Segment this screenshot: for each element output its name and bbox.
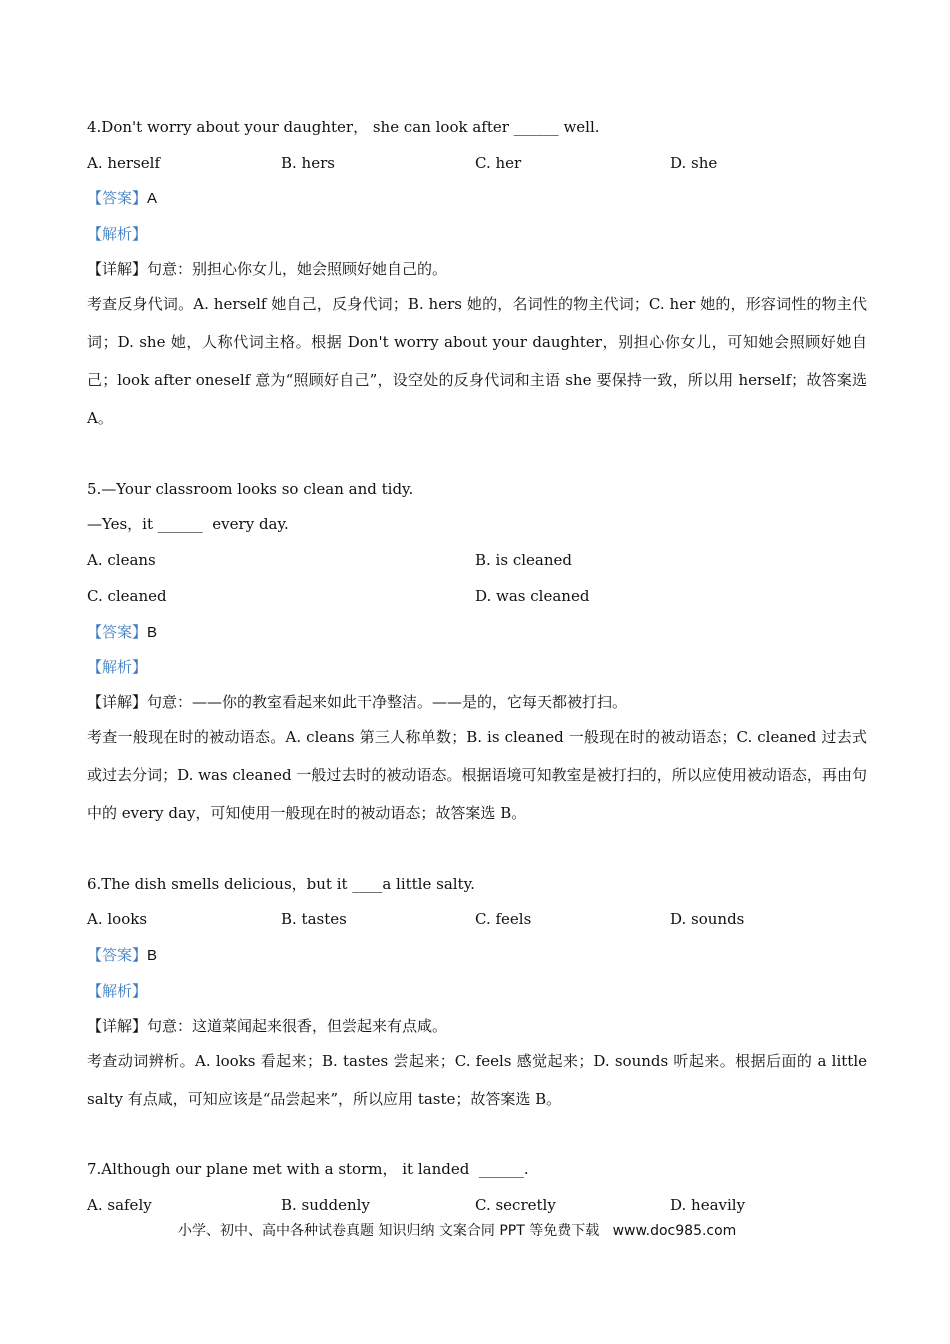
question-4-answer [87, 188, 157, 209]
answer-tag: 【答案】 [87, 946, 148, 964]
question-7-option-b: B. suddenly [281, 1196, 370, 1214]
answer-value: B [147, 947, 158, 964]
question-6-detail: 【详解】句意：这道菜闻起来很香，但尝起来有点咸。 [87, 1017, 448, 1035]
question-7-option-a: A. safely [87, 1196, 152, 1214]
question-5-detail: 【详解】句意：——你的教室看起来如此干净整洁。——是的，它每天都被打扫。 [87, 693, 628, 711]
question-6-option-a: A. looks [87, 910, 148, 928]
question-4-explanation: 考查反身代词。A. herself 她自己，反身代词；B. hers 她的，名词性的物主代词；C. her 她的，形容词性的物主代词；D. she 她，人称代词主格。根据 Don't worry about your daughter，别担心你女儿，可知她会照顾好她自己；look after oneself 意为“照顾好自己”，设空处的反身代词和主语 she 要保持一致，所以用 herself；故答案选 A。 [87, 295, 867, 427]
question-6-option-c: C. feels [475, 910, 532, 928]
question-6-stem: 6.The dish smells delicious，but it ____a little salty. [87, 875, 475, 893]
question-5-option-a: A. cleans [87, 551, 156, 569]
question-6-answer [87, 945, 157, 966]
answer-tag: 【答案】 [87, 623, 148, 641]
question-4-option-a: A. herself [87, 154, 161, 172]
question-4-option-d: D. she [670, 154, 718, 172]
question-6-explanation: 考查动词辨析。A. looks 看起来；B. tastes 尝起来；C. feels 感觉起来；D. sounds 听起来。根据后面的 a little salty 有点咸，可知应该是“品尝起来”，所以应用 taste；故答案选 B。 [87, 1052, 867, 1108]
question-4-stem: 4.Don't worry about your daughter， she can look after ______ well. [87, 118, 600, 136]
question-6-option-d: D. sounds [670, 910, 745, 928]
answer-value: A [147, 190, 158, 207]
question-5-option-b: B. is cleaned [475, 551, 572, 569]
question-7-option-d: D. heavily [670, 1196, 746, 1214]
page-footer: 小学、初中、高中各种试卷真题 知识归纳 文案合同 PPT 等免费下载 www.doc985.com [178, 1223, 737, 1239]
question-5-option-d: D. was cleaned [475, 587, 590, 605]
question-5-option-c: C. cleaned [87, 587, 167, 605]
question-5-stem-reply: —Yes，it ______ every day. [87, 515, 289, 533]
answer-tag: 【答案】 [87, 189, 148, 207]
answer-value: B [147, 624, 158, 641]
question-5-analysis-tag: 【解析】 [87, 658, 148, 676]
question-5-explanation: 考查一般现在时的被动语态。A. cleans 第三人称单数；B. is cleaned 一般现在时的被动语态；C. cleaned 过去式或过去分词；D. was cleaned 一般过去时的被动语态。根据语境可知教室是被打扫的，所以应使用被动语态，再由句中的 every day，可知使用一般现在时的被动语态；故答案选 B。 [87, 728, 867, 822]
question-4-option-c: C. her [475, 154, 522, 172]
question-5-answer [87, 622, 157, 643]
question-5-stem: 5.—Your classroom looks so clean and tidy. [87, 480, 414, 498]
question-7-stem: 7.Although our plane met with a storm， it landed ______. [87, 1160, 529, 1178]
question-6-analysis-tag: 【解析】 [87, 982, 148, 1000]
question-6-option-b: B. tastes [281, 910, 347, 928]
question-4-detail: 【详解】句意：别担心你女儿，她会照顾好她自己的。 [87, 260, 448, 278]
question-7-option-c: C. secretly [475, 1196, 556, 1214]
question-4-option-b: B. hers [281, 154, 335, 172]
question-4-analysis-tag: 【解析】 [87, 225, 148, 243]
